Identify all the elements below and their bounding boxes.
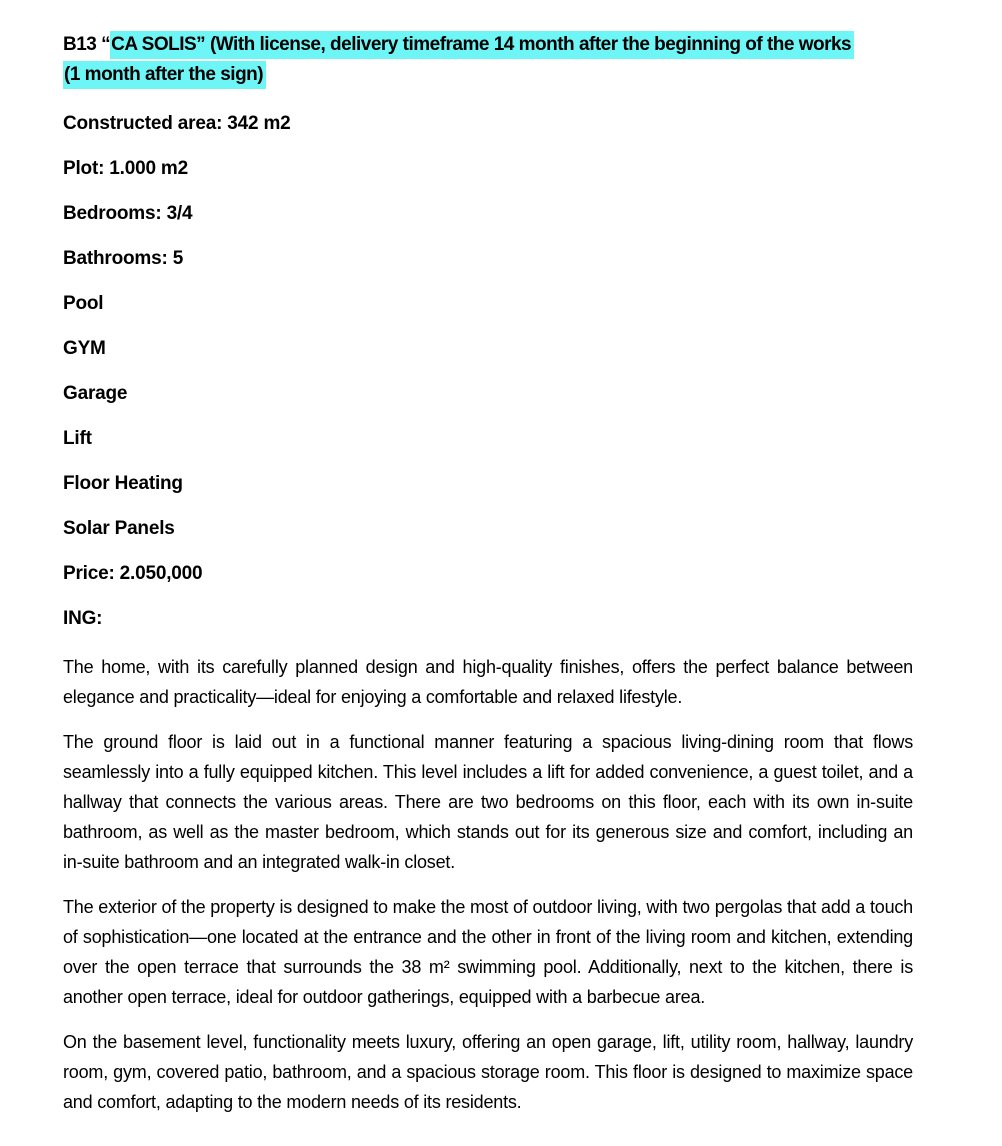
detail-constructed-area: Constructed area: 342 m2 <box>63 113 291 134</box>
detail-gym: GYM <box>63 338 106 359</box>
detail-floor-heating: Floor Heating <box>63 473 183 494</box>
listing-title-highlight-line2: (1 month after the sign) <box>63 61 266 89</box>
paragraph-ground-floor: The ground floor is laid out in a functional manner featuring a spacious living-dining room that flows seamlessly into a fully equipped kitchen. This level includes a lift for added convenience, a guest toilet, and a hallway that connects the various areas. There are two bedrooms on this floor, each with its own in-suite bathroom, as well as the master bedroom, which stands out for its generous size and comfort, including an in-suite bathroom and an integrated walk-in closet. <box>63 732 913 872</box>
listing-title <box>63 30 913 90</box>
detail-bathrooms: Bathrooms: 5 <box>63 248 184 269</box>
listing-title-highlight-line1: CA SOLIS” (With license, delivery timeframe 14 month after the beginning of the works <box>110 31 854 59</box>
detail-ing-label: ING: <box>63 608 103 629</box>
detail-garage: Garage <box>63 383 128 404</box>
detail-price: Price: 2.050,000 <box>63 563 203 584</box>
detail-bedrooms: Bedrooms: 3/4 <box>63 203 193 224</box>
detail-solar-panels: Solar Panels <box>63 518 175 539</box>
paragraph-overview: The home, with its carefully planned design and high-quality finishes, offers the perfect balance between elegance and practicality—ideal for enjoying a comfortable and relaxed lifestyle. <box>63 657 913 707</box>
detail-pool: Pool <box>63 293 104 314</box>
detail-lift: Lift <box>63 428 92 449</box>
listing-title-line1 <box>63 30 913 60</box>
listing-title-line2 <box>63 60 913 90</box>
paragraph-exterior: The exterior of the property is designed to make the most of outdoor living, with two pergolas that add a touch of sophistication—one located at the entrance and the other in front of the living room and kitchen, extending over the open terrace that surrounds the 38 m² swimming pool. Additionally, next to the kitchen, there is another open terrace, ideal for outdoor gatherings, equipped with a barbecue area. <box>63 897 913 1007</box>
paragraph-basement: On the basement level, functionality meets luxury, offering an open garage, lift, utility room, hallway, laundry room, gym, covered patio, bathroom, and a spacious storage room. This floor is designed to maximize space and comfort, adapting to the modern needs of its residents. <box>63 1032 913 1112</box>
detail-plot: Plot: 1.000 m2 <box>63 158 188 179</box>
listing-id-prefix: B13 “ <box>63 34 111 55</box>
